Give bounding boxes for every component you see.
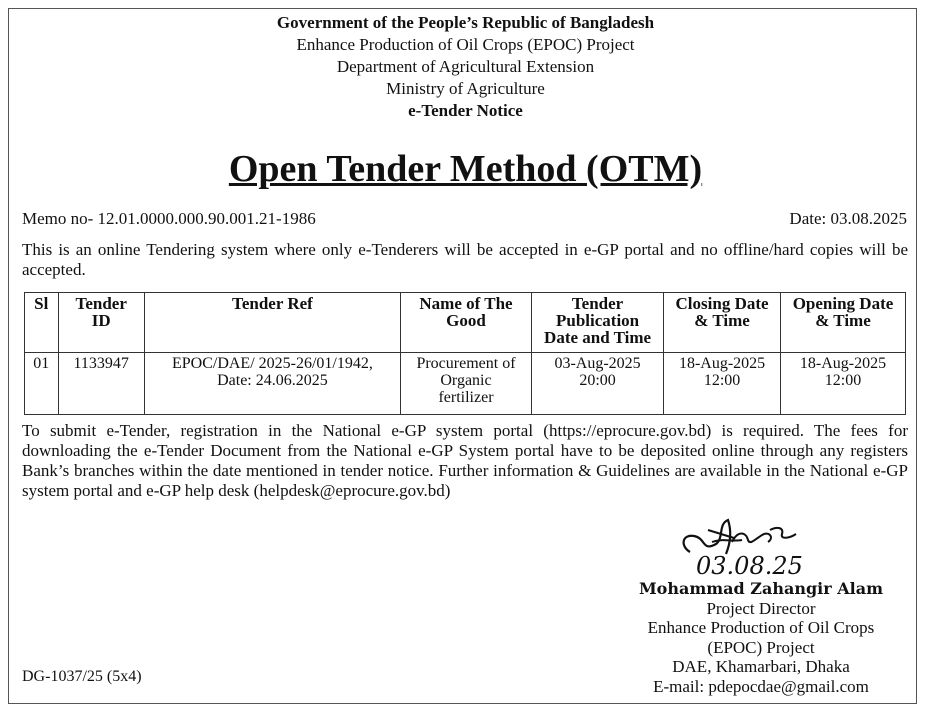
handwritten-signature xyxy=(672,512,852,582)
col-closing xyxy=(664,293,781,353)
col-good-label-2: Good xyxy=(446,311,486,330)
page-heading: Open Tender Method (OTM) xyxy=(228,148,703,190)
notice-text-3: ) xyxy=(444,481,451,500)
cell-close-time: 12:00 xyxy=(703,372,741,389)
col-tender-ref-label: Tender Ref xyxy=(232,294,313,313)
col-closing-label-2: & Time xyxy=(694,311,750,330)
footer-code: DG-1037/25 (5x4) xyxy=(22,668,142,685)
ministry-line: Ministry of Agriculture xyxy=(386,79,545,98)
cell-good-line-1: Procurement of xyxy=(416,355,516,372)
col-tender-id-label-2: ID xyxy=(91,311,111,330)
cell-pub-time: 20:00 xyxy=(579,372,616,389)
egp-portal-link[interactable]: https://eprocure.gov.bd xyxy=(548,421,706,440)
intro-paragraph: This is an online Tendering system where only e-Tenderers will be accepted in e-GP portal and no offline/hard copies will be accepted. xyxy=(22,240,908,279)
department-line: Department of Agricultural Extension xyxy=(336,57,595,76)
cell-open-time: 12:00 xyxy=(824,372,862,389)
cell-sl: 01 xyxy=(25,353,59,415)
col-opening-label-1: Opening Date xyxy=(792,294,894,313)
cell-good-line-2: Organic xyxy=(440,372,492,389)
signatory-email: E-mail: pdepocdae@gmail.com xyxy=(653,676,869,696)
col-closing-label-1: Closing Date xyxy=(675,294,769,313)
submission-paragraph xyxy=(22,421,908,501)
col-publication xyxy=(532,293,664,353)
signature-block xyxy=(596,579,926,696)
cell-ref-line-2: Date: 24.06.2025 xyxy=(217,372,328,389)
cell-good-line-3: fertilizer xyxy=(438,389,494,406)
tender-table xyxy=(24,292,906,415)
notice-title: e-Tender Notice xyxy=(408,101,523,120)
notice-date: Date: 03.08.2025 xyxy=(789,209,907,228)
col-sl-label: Sl xyxy=(34,294,49,313)
col-opening-label-2: & Time xyxy=(815,311,871,330)
cell-close-date: 18-Aug-2025 xyxy=(678,355,766,372)
col-tender-ref xyxy=(144,293,400,353)
helpdesk-email-link[interactable]: helpdesk@eprocure.gov.bd xyxy=(259,481,445,500)
signatory-org-2: (EPOC) Project xyxy=(707,637,815,657)
memo-number: Memo no- 12.01.0000.000.90.001.21-1986 xyxy=(22,209,316,228)
cell-closing xyxy=(664,353,781,415)
signatory-name: Mohammad Zahangir Alam xyxy=(638,579,884,598)
cell-open-date: 18-Aug-2025 xyxy=(799,355,887,372)
col-opening xyxy=(780,293,905,353)
table-row xyxy=(25,353,906,415)
table-header-row xyxy=(25,293,906,353)
cell-good xyxy=(400,353,531,415)
cell-ref-line-1: EPOC/DAE/ 2025-26/01/1942, xyxy=(171,355,373,372)
signatory-address: DAE, Khamarbari, Dhaka xyxy=(672,657,850,676)
letterhead xyxy=(0,12,931,122)
notice-text-1: To submit e-Tender, registration in the National e-GP system portal ( xyxy=(22,421,549,440)
col-pub-label-2: Publication xyxy=(556,311,640,330)
col-tender-id xyxy=(58,293,144,353)
cell-tender-id: 1133947 xyxy=(58,353,144,415)
col-good-label-1: Name of The xyxy=(419,294,513,313)
col-good xyxy=(400,293,531,353)
notice-text-2: ) is required. The fees for downloading the e-Tender Document from the National e-GP System portal have to be deposited online through any registers Bank’s branches within the date mentioned in tender notice. Further information & Guidelines are available in the National e-GP system portal and e-GP help desk ( xyxy=(22,421,908,500)
handwritten-date: 03.08.25 xyxy=(696,552,803,580)
government-line: Government of the People’s Republic of Bangladesh xyxy=(276,13,655,32)
col-sl xyxy=(25,293,59,353)
col-pub-label-1: Tender xyxy=(571,294,624,313)
cell-pub-date: 03-Aug-2025 xyxy=(554,355,641,372)
signatory-designation: Project Director xyxy=(706,598,816,618)
col-tender-id-label-1: Tender xyxy=(75,294,127,313)
cell-publication xyxy=(532,353,664,415)
cell-opening xyxy=(780,353,905,415)
project-line: Enhance Production of Oil Crops (EPOC) Project xyxy=(296,35,635,54)
cell-tender-ref xyxy=(144,353,400,415)
signatory-org-1: Enhance Production of Oil Crops xyxy=(647,618,875,637)
col-pub-label-3: Date and Time xyxy=(544,328,652,347)
